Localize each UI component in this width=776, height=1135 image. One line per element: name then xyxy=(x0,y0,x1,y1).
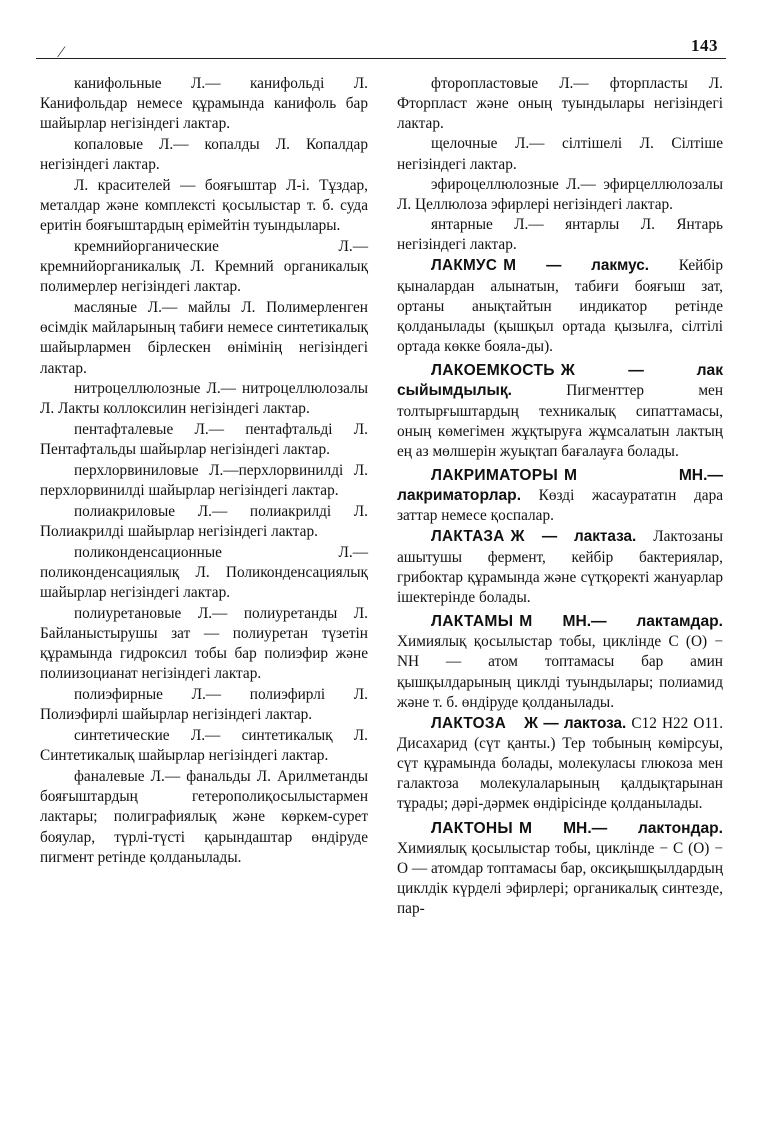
entry-translation: лактамдар. xyxy=(636,613,723,631)
dictionary-entry xyxy=(397,361,723,462)
entry-grammar: Ж — xyxy=(510,528,558,546)
entry-text: Химиялық қосылыстар тобы, циклінде − С (О) − О — атомдар топтамасы бар, оксиқышқылдардың циклдік күрделі эфирлері; органикалық синтезде, пар- xyxy=(397,839,723,918)
entry-text: Көзді жасаурататıн дара заттар немесе қоспалар. xyxy=(397,487,724,525)
dictionary-entry xyxy=(397,612,723,713)
dictionary-entry xyxy=(397,256,723,357)
entry-headword: ЛАКТОНЫ xyxy=(431,819,514,837)
margin-mark: ⁄ xyxy=(60,44,63,61)
entry-translation: лак сыйымдылық. xyxy=(397,362,723,400)
entry-grammar: М МН.— xyxy=(519,819,608,837)
left-entry: Л. красителей — бояғыштар Л-і. Тұздар, металдар және комплексті қосылыстар т. б. суда еритін бояғыштардың ерімейтін туындылары. xyxy=(40,176,368,235)
dictionary-entry xyxy=(397,466,723,526)
dictionary-entry xyxy=(397,527,723,608)
left-entry: кремнийорганические Л.— кремнийорганикалық Л. Кремний органикалық полимерлер негізіндегі лактар. xyxy=(40,238,368,296)
entry-grammar: Ж — xyxy=(560,362,644,380)
entry-grammar: М МН.— xyxy=(519,613,607,631)
entry-translation: лактаза. xyxy=(574,528,637,546)
right-subentry: янтарные Л.— янтарлы Л. Янтарь негізіндегі лактар. xyxy=(397,216,723,254)
entry-text: Кейбір қыналардан алынатын, табиғи бояғыш зат, ортаны анықтайтын индикатор ретінде қолданылады (қышқыл ортада қызылға, сілтілі ортада көкке бояла-ды). xyxy=(397,257,724,356)
left-entry: полиакриловые Л.— полиакрилді Л. Полиакрилді шайырлар негізіндегі лактар. xyxy=(40,503,368,541)
right-column xyxy=(397,74,723,919)
left-entry: нитроцеллюлозные Л.— нитроцеллюлозалы Л. Лакты коллоксилин негізіндегі лактар. xyxy=(40,380,368,418)
entry-text: Лактозаны ашытушы фермент, кейбір бактериялар, грибоктар құрамында және сүтқоректі жануарлар ішектерінде болады. xyxy=(397,528,724,606)
entry-text: Химиялық қосылыстар тобы, циклінде С (О) − NH — атом топтамасы бар амин қышқылдарының циклді туындылары; полиамид және т. б. өндіруде қолданылады. xyxy=(397,633,723,711)
entry-headword: ЛАКРИМАТОРЫ xyxy=(431,466,559,484)
entry-text: C12 H22 O11. Дисахарид (сүт қанты.) Тер тобының көмірсуы, сүт құрамында болады, молекуласы глюкоза мен галактоза молекулаларының қалдықтарынан тұрады; дәрі-дәрмек өндірісінде қолданылады. xyxy=(397,714,724,813)
dictionary-entry xyxy=(397,714,723,815)
left-entry: копаловые Л.— копалды Л. Копалдар негізіндегі лактар. xyxy=(40,136,368,174)
entry-text: Пигменттер мен толтырғыштардың техникалық сипаттамасы, оның көмегімен жұқтыруға жұмсалатын лактың ең аз мөлшерін жуықтап бағалауға болады. xyxy=(397,382,723,460)
right-subentry: фторопластовые Л.— фторпласты Л. Фторпласт және оның туындылары негізіндегі лактар. xyxy=(397,75,723,133)
left-entry: фаналевые Л.— фанальды Л. Арилметанды бояғыштардың гетерополиқосылыстармен лактары; полиграфиялық және көркем-сурет бояулар, түрлі-түсті қарындаштар өндіруде пигмент ретінде қолданылады. xyxy=(40,768,368,866)
left-entry: пентафталевые Л.— пентафтальді Л. Пентафтальды шайырлар негізіндегі лактар. xyxy=(40,421,368,459)
left-entry: полиэфирные Л.— полиэфирлі Л. Полиэфирлі шайырлар негізіндегі лактар. xyxy=(40,686,368,724)
left-entry: перхлорвиниловые Л.—перхлорвинилді Л. перхлорвинилді шайырлар негізіндегі лактар. xyxy=(40,462,368,500)
entry-headword: ЛАКМУС xyxy=(431,257,498,275)
entry-headword: ЛАКТОЗА xyxy=(431,714,507,732)
entry-translation: лактондар. xyxy=(637,819,723,837)
right-subentry: щелочные Л.— сілтішелі Л. Сілтіше негізіндегі лактар. xyxy=(397,135,723,173)
entry-headword: ЛАКОЕМКОСТЬ xyxy=(431,362,555,380)
left-entry: масляные Л.— майлы Л. Полимерленген өсімдік майларының табиғи немесе синтетикалық шайырлармен бірлескен өнімінің негізіндегі лактар. xyxy=(40,299,368,377)
right-subentry: эфироцеллюлозные Л.— эфирцеллюлозалы Л. Целлюлоза эфирлері негізіндегі лактар. xyxy=(397,175,723,213)
left-column xyxy=(40,74,368,868)
entry-grammar: М — xyxy=(503,257,562,275)
left-entry: полиуретановые Л.— полиуретанды Л. Байланыстырушы зат — полиуретан түзетін құрамында гидроксил тобы бар полиэфир және полиизоцианат негізіндегі лактар. xyxy=(40,605,368,683)
dictionary-entry xyxy=(397,819,723,920)
header-rule xyxy=(36,58,726,59)
page-number: 143 xyxy=(691,36,718,55)
left-entry: канифольные Л.— канифольді Л. Канифольдар немесе құрамында канифоль бар шайырлар негізіндегі лактар. xyxy=(40,75,368,133)
left-entry: поликонденсационные Л.— поликонденсациялық Л. Поликонденсациялық шайырлар негізіндегі лактар. xyxy=(40,543,368,602)
entry-grammar: Ж — xyxy=(524,714,559,732)
entry-translation: лактоза. xyxy=(563,714,627,732)
entry-headword: ЛАКТАМЫ xyxy=(431,613,514,631)
entry-translation: лакриматорлар. xyxy=(397,487,522,505)
entry-grammar: М МН.— xyxy=(564,466,723,484)
entry-headword: ЛАКТАЗА xyxy=(431,528,505,546)
entry-translation: лакмус. xyxy=(591,257,650,275)
left-entry: синтетические Л.— синтетикалық Л. Синтетикалық шайырлар негізіндегі лактар. xyxy=(40,727,368,765)
